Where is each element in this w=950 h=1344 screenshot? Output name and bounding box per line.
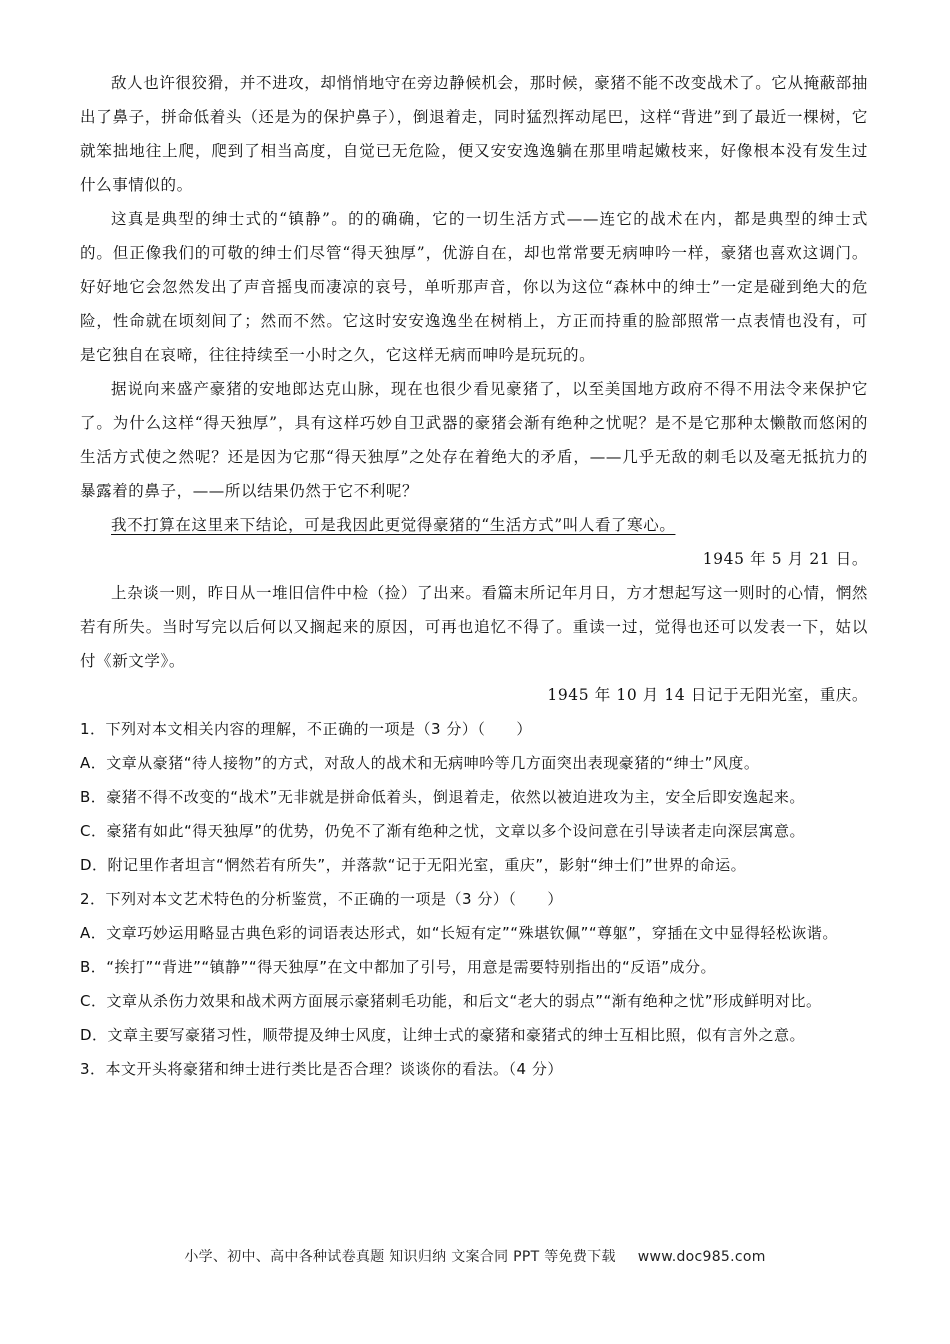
question-2-option-d: D．文章主要写豪猪习性，顺带提及绅士风度，让绅士式的豪猪和豪猪式的绅士互相比照，似有言外之意。: [80, 1026, 806, 1044]
footer-text: 小学、初中、高中各种试卷真题 知识归纳 文案合同 PPT 等免费下载: [184, 1249, 616, 1265]
document-body: [80, 66, 868, 1086]
underlined-sentence: 我不打算在这里来下结论，可是我因此更觉得豪猪的“生活方式”叫人看了寒心。: [111, 516, 676, 534]
question-2-option-c: C．文章从杀伤力效果和战术两方面展示豪猪刺毛功能，和后文“老大的弱点”“渐有绝种之忧”形成鲜明对比。: [80, 992, 822, 1010]
question-2-option-b: B．“挨打”“背进”“镇静”“得天独厚”在文中都加了引号，用意是需要特别指出的“反语”成分。: [80, 958, 717, 976]
question-1-option-d: D．附记里作者坦言“惘然若有所失”，并落款“记于无阳光室，重庆”，影射“绅士们”世界的命运。: [80, 856, 747, 874]
date-line-2: 1945 年 10 月 14 日记于无阳光室，重庆。: [547, 686, 868, 704]
paragraph-1: 敌人也许很狡猾，并不进攻，却悄悄地守在旁边静候机会，那时候，豪猪不能不改变战术了。它从掩蔽部抽出了鼻子，拼命低着头（还是为的保护鼻子），倒退着走，同时猛烈挥动尾巴，这样“背进”到了最近一棵树，它就笨拙地往上爬，爬到了相当高度，自觉已无危险，便又安安逸逸躺在那里啃起嫩枝来，好像根本没有发生过什么事情似的。: [80, 74, 868, 194]
question-1-option-c: C．豪猪有如此“得天独厚”的优势，仍免不了渐有绝种之忧，文章以多个设问意在引导读者走向深层寓意。: [80, 822, 806, 840]
question-1-option-b: B．豪猪不得不改变的“战术”无非就是拼命低着头，倒退着走，依然以被迫进攻为主，安全后即安逸起来。: [80, 788, 805, 806]
paragraph-4-underlined: [80, 508, 868, 542]
afterword-paragraph: 上杂谈一则，昨日从一堆旧信件中检（捡）了出来。看篇末所记年月日，方才想起写这一则时的心情，惘然若有所失。当时写完以后何以又搁起来的原因，可再也追忆不得了。重读一过，觉得也还可以发表一下，姑以付《新文学》。: [80, 584, 868, 670]
question-2: 2．下列对本文艺术特色的分析鉴赏，不正确的一项是（3 分）（ ）: [80, 890, 563, 908]
footer-url[interactable]: www.doc985.com: [637, 1249, 766, 1265]
paragraph-3: 据说向来盛产豪猪的安地郎达克山脉，现在也很少看见豪猪了，以至美国地方政府不得不用法令来保护它了。为什么这样“得天独厚”，具有这样巧妙自卫武器的豪猪会渐有绝种之忧呢？是不是它那种太懒散而悠闲的生活方式使之然呢？还是因为它那“得天独厚”之处存在着绝大的矛盾，——几乎无敌的刺毛以及毫无抵抗力的暴露着的鼻子，——所以结果仍然于它不利呢？: [80, 380, 868, 500]
page-footer: [0, 1246, 950, 1266]
question-2-option-a: A．文章巧妙运用略显古典色彩的词语表达形式，如“长短有定”“殊堪钦佩”“尊躯”，穿插在文中显得轻松诙谐。: [80, 924, 838, 942]
paragraph-2: 这真是典型的绅士式的“镇静”。的的确确，它的一切生活方式——连它的战术在内，都是典型的绅士式的。但正像我们的可敬的绅士们尽管“得天独厚”，优游自在，却也常常要无病呻吟一样，豪猪也喜欢这调门。好好地它会忽然发出了声音摇曳而凄凉的哀号，单听那声音，你以为这位“森林中的绅士”一定是碰到绝大的危险，性命就在顷刻间了；然而不然。它这时安安逸逸坐在树梢上，方正而持重的脸部照常一点表情也没有，可是它独自在哀啼，往往持续至一小时之久，它这样无病而呻吟是玩玩的。: [80, 210, 868, 364]
question-1: 1．下列对本文相关内容的理解，不正确的一项是（3 分）（ ）: [80, 720, 532, 738]
date-line-1: 1945 年 5 月 21 日。: [702, 550, 868, 568]
question-3: 3．本文开头将豪猪和绅士进行类比是否合理？谈谈你的看法。（4 分）: [80, 1060, 563, 1078]
question-1-option-a: A．文章从豪猪“待人接物”的方式，对敌人的战术和无病呻吟等几方面突出表现豪猪的“绅士”风度。: [80, 754, 760, 772]
